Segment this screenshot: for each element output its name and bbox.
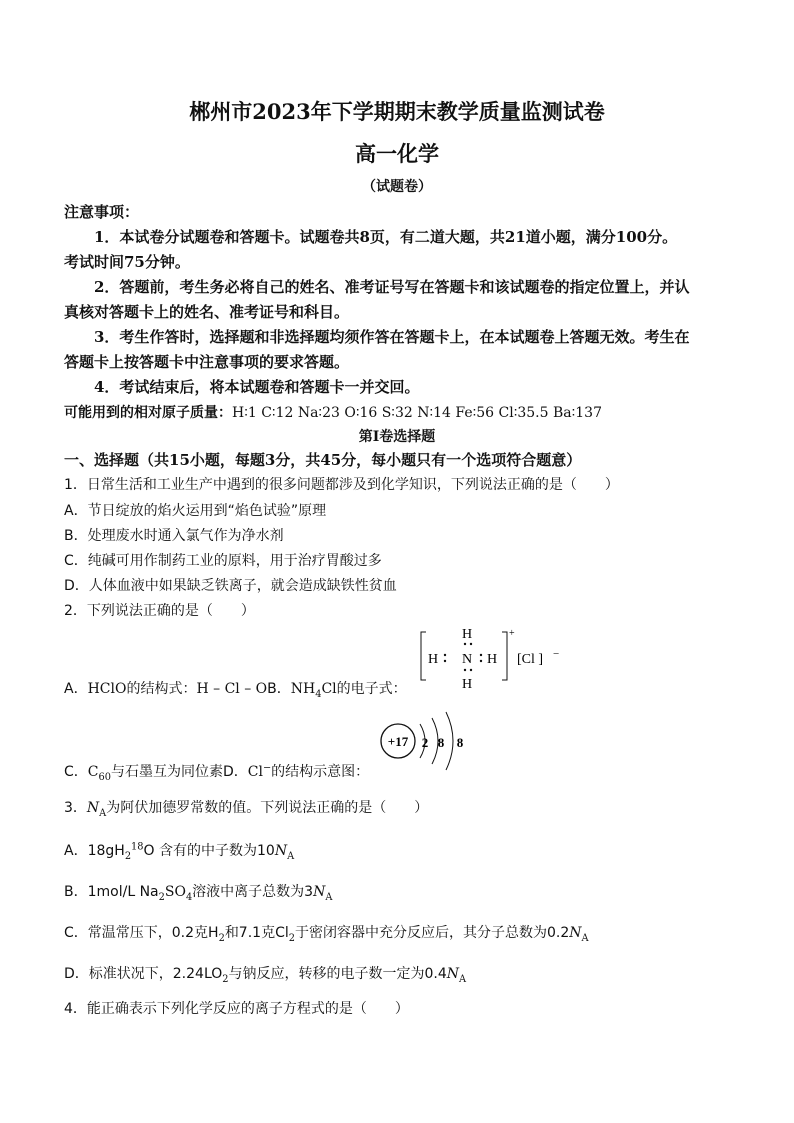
lewis-h-right: H [487, 652, 498, 667]
q3-stem: 3．$N_A$为阿伏加德罗常数的值。下列说法正确的是（ ） [64, 800, 429, 819]
shell-2-electrons: 8 [437, 735, 445, 750]
notice-item-1a: 1．本试卷分试题卷和答题卡。试题卷共8页，有二道大题，共21道小题，满分100分。 [94, 228, 678, 246]
exam-title: 郴州市2023年下学期期末教学质量监测试卷 [189, 99, 605, 124]
atomic-mass-values: H∶1 C∶12 Na∶23 O∶16 S∶32 N∶14 Fe∶56 Cl∶35.5 Ba∶137 [232, 405, 602, 421]
notice-item-2b: 真核对答题卡上的姓名、准考证号和科目。 [64, 303, 350, 321]
q3-option-d: D．标准状况下，$2.24LO_2$与钠反应，转移的电子数一定为$0.4N_A$ [64, 966, 467, 985]
subject-title: 高一化学 [355, 141, 439, 166]
q4-stem: 4．能正确表示下列化学反应的离子方程式的是（ ） [64, 1001, 409, 1017]
cl-ion-structure-diagram [376, 706, 476, 776]
lewis-minus: − [553, 648, 560, 660]
q1-option-c: C．纯碱可用作制药工业的原料，用于治疗胃酸过多 [64, 553, 382, 569]
lewis-h-left: H [428, 652, 439, 667]
q2-stem: 2．下列说法正确的是（ ） [64, 603, 255, 619]
notice-heading: 注意事项： [64, 203, 140, 221]
notice-item-4: 4．考试结束后，将本试题卷和答题卡一并交回。 [94, 378, 420, 396]
atomic-mass-label: 可能用到的相对原子质量： [64, 405, 232, 421]
q1-option-b: B．处理废水时通入氯气作为净水剂 [64, 528, 284, 544]
lewis-plus: + [509, 628, 515, 639]
atomic-mass-line [64, 402, 602, 422]
shell-3-electrons: 8 [456, 735, 464, 750]
q1-stem: 1．日常生活和工业生产中遇到的很多问题都涉及到化学知识，下列说法正确的是（ ） [64, 477, 619, 493]
nh4cl-electron-formula [418, 622, 568, 694]
section-heading: 一、选择题（共15小题，每题3分，共45分，每小题只有一个选项符合题意） [64, 451, 582, 469]
q2-options-cd: C．$C_{60}$与石墨互为同位素D．Cl−的结构示意图： [64, 762, 370, 783]
hclo-formula: HClO [87, 681, 127, 697]
notice-item-3b: 答题卡上按答题卡中注意事项的要求答题。 [64, 353, 350, 371]
notice-item-1b: 考试时间75分钟。 [64, 253, 190, 271]
shell-1-electrons: 2 [421, 735, 429, 750]
q3-option-c: C．常温常压下，0.2克$H_2$和7.1克$Cl_2$于密闭容器中充分反应后，其分子总数为$0.2N_A$ [64, 925, 589, 944]
q3-option-b: B．1mol/L $Na_2SO_4$溶液中离子总数为$3N_A$ [64, 884, 333, 903]
volume-title: 第Ⅰ卷选择题 [358, 429, 436, 445]
lewis-h-top: H [462, 627, 473, 642]
lewis-h-bottom: H [462, 677, 473, 692]
notice-item-3a: 3．考生作答时，选择题和非选择题均须作答在答题卡上，在本试题卷上答题无效。考生在 [94, 328, 690, 346]
q2-options-ab: A．HClO的结构式：H – Cl – OB．$NH_4Cl$的电子式： [64, 681, 407, 700]
q1-option-d: D．人体血液中如果缺乏铁离子，就会造成缺铁性贫血 [64, 578, 397, 594]
q1-option-a: A．节日绽放的焰火运用到“焰色试验”原理 [64, 503, 327, 519]
lewis-n: N [462, 652, 473, 667]
q3-option-a: A．$18gH_2^{18}O$ 含有的中子数为$10N_A$ [64, 841, 295, 862]
lewis-cl: [Cl ] [517, 652, 544, 667]
notice-item-2a: 2．答题前，考生务必将自己的姓名、准考证号写在答题卡和该试题卷的指定位置上，并认 [94, 278, 690, 296]
nucleus-charge: +17 [387, 734, 409, 749]
paper-type: （试题卷） [362, 179, 432, 195]
